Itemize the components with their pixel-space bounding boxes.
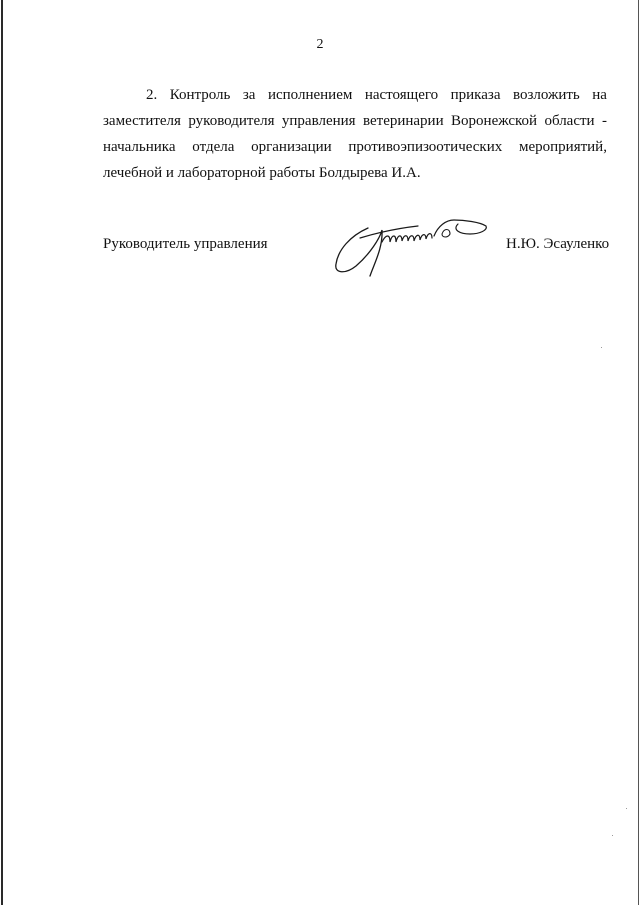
scan-edge-left <box>1 0 3 905</box>
word: за <box>242 87 256 103</box>
word: Воронежской <box>451 113 538 129</box>
word: мероприятий, <box>519 139 607 155</box>
line-text: лечебной и лабораторной работы Болдырева И.А. <box>103 165 421 181</box>
word: начальника <box>103 139 176 155</box>
handwritten-signature <box>330 208 490 280</box>
word: области <box>544 113 595 129</box>
word: 2. <box>146 87 158 103</box>
paragraph-line-2 <box>103 108 607 134</box>
word: исполнением <box>267 87 353 103</box>
signatory-name: Н.Ю. Эсауленко <box>506 236 610 252</box>
scan-speck <box>612 835 613 836</box>
paragraph-line-1 <box>103 82 607 108</box>
word: - <box>602 113 607 129</box>
word: организации <box>251 139 332 155</box>
word: возложить <box>512 87 580 103</box>
word: заместителя <box>103 113 181 129</box>
paragraph <box>103 82 607 186</box>
word: настоящего <box>364 87 439 103</box>
word: ветеринарии <box>362 113 444 129</box>
paragraph-line-3 <box>103 134 607 160</box>
word: Контроль <box>169 87 231 103</box>
scan-edge-right <box>638 0 639 905</box>
word: на <box>592 87 607 103</box>
word: управления <box>281 113 356 129</box>
word: отдела <box>192 139 235 155</box>
signatory-role: Руководитель управления <box>103 236 268 252</box>
word: противоэпизоотических <box>348 139 503 155</box>
paragraph-line-4 <box>103 160 607 186</box>
word: приказа <box>450 87 501 103</box>
word: руководителя <box>188 113 275 129</box>
scan-speck <box>601 347 602 348</box>
scan-speck <box>626 808 627 809</box>
page-number: 2 <box>316 37 324 52</box>
